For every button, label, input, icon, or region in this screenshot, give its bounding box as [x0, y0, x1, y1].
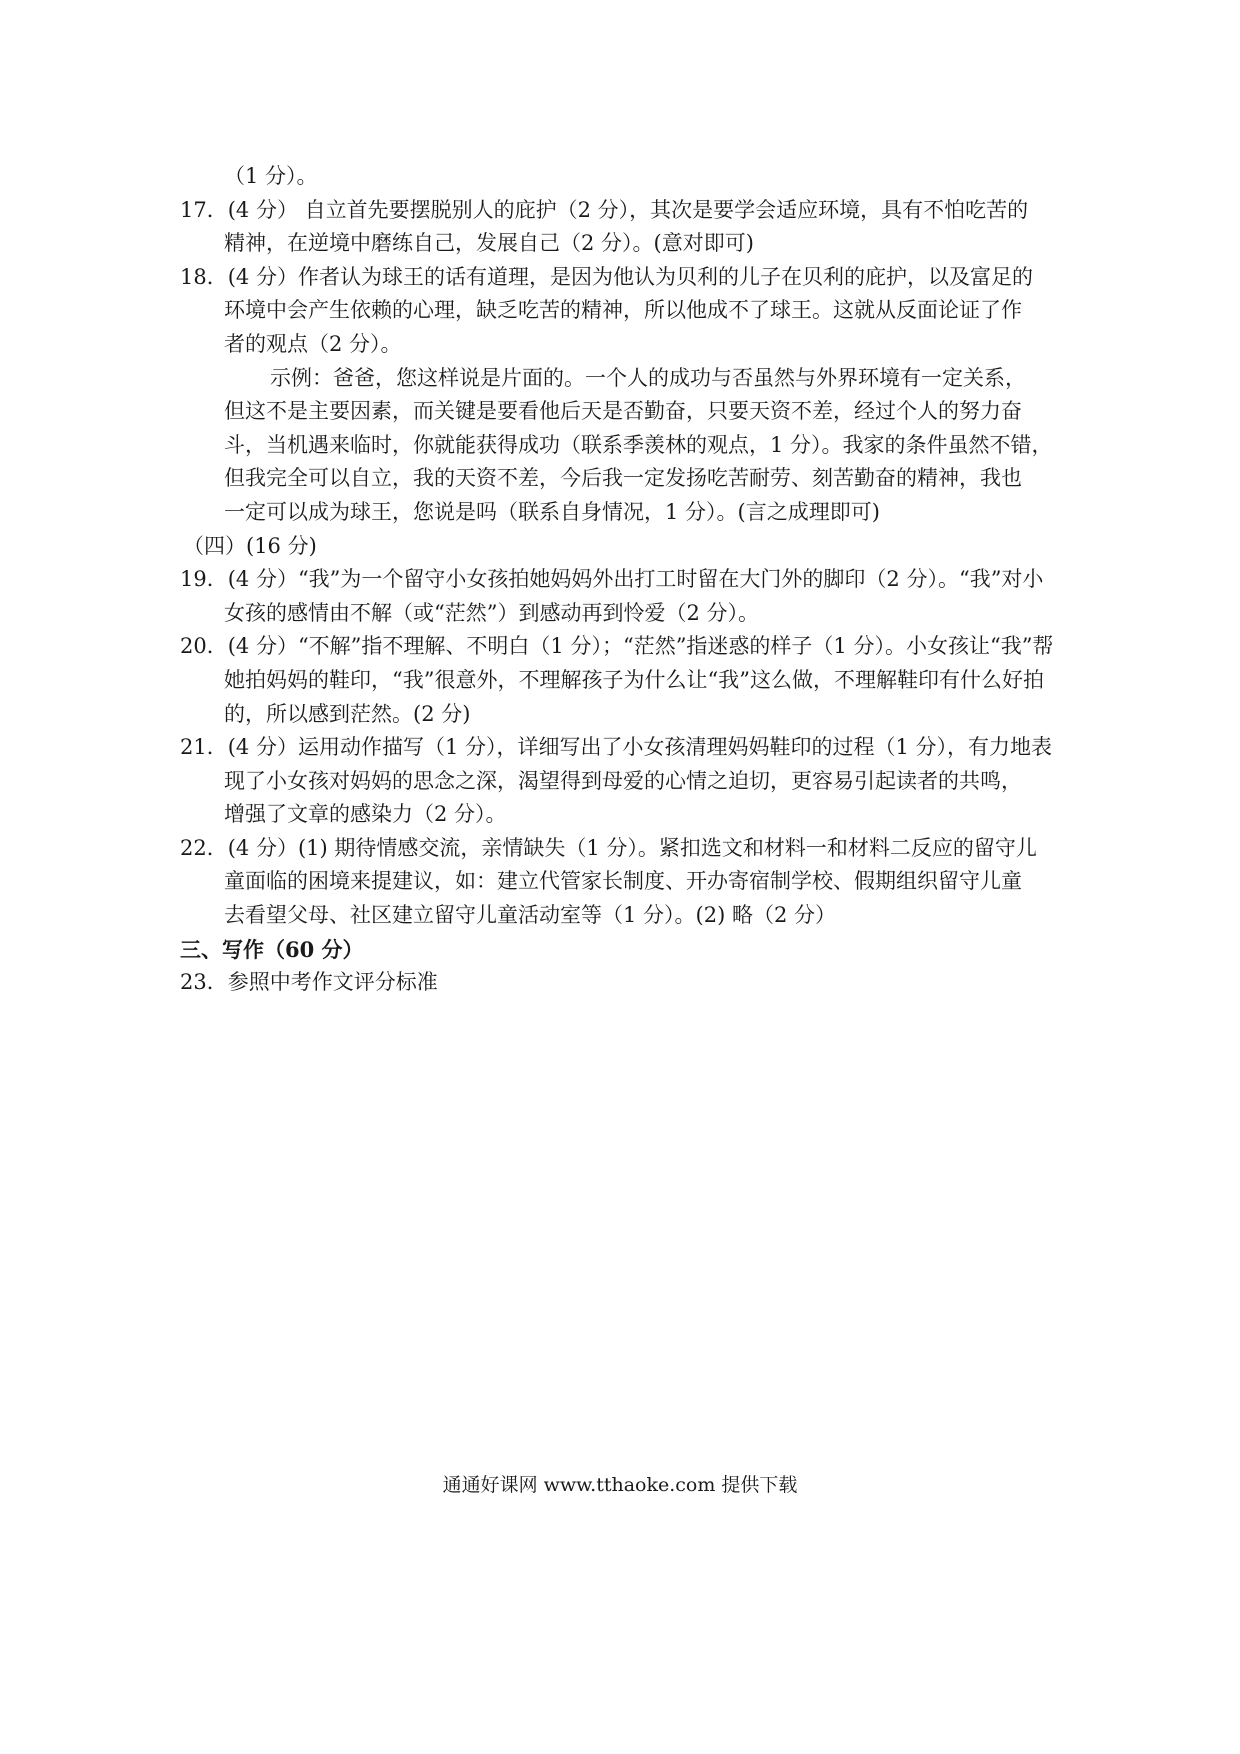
q22-line-2: 童面临的困境来提建议，如：建立代管家长制度、开办寄宿制学校、假期组织留守儿童 — [224, 869, 1022, 894]
q20-line-2: 她拍妈妈的鞋印，“我”很意外，不理解孩子为什么让“我”这么做，不理解鞋印有什么好拍 — [224, 667, 1044, 692]
q18-line-2: 环境中会产生依赖的心理，缺乏吃苦的精神，所以他成不了球王。这就从反面论证了作 — [224, 298, 1022, 323]
q18-example-line-1: 示例：爸爸，您这样说是片面的。一个人的成功与否虽然与外界环境有一定关系， — [270, 365, 1026, 390]
q20-line-3: 的，所以感到茫然。(2 分) — [224, 701, 471, 726]
q18-line-3: 者的观点（2 分）。 — [224, 331, 402, 356]
q18-example-line-4: 但我完全可以自立，我的天资不差，今后我一定发扬吃苦耐劳、刻苦勤奋的精神，我也 — [224, 466, 1022, 491]
section-4-heading: （四）(16 分) — [183, 533, 317, 558]
q18-example-line-3: 斗，当机遇来临时，你就能获得成功（联系季羡林的观点，1 分）。我家的条件虽然不错， — [224, 432, 1053, 457]
q18-example-line-5: 一定可以成为球王，您说是吗（联系自身情况，1 分）。(言之成理即可) — [224, 499, 880, 524]
q17-line-1: 17．(4 分） 自立首先要摆脱别人的庇护（2 分），其次是要学会适应环境，具有不怕吃苦的 — [180, 197, 1029, 222]
q21-line-2: 现了小女孩对妈妈的思念之深，渴望得到母爱的心情之迫切，更容易引起读者的共鸣， — [224, 768, 1022, 793]
section-3-writing-heading: 三、写作（60 分） — [180, 936, 364, 962]
q22-line-1: 22．(4 分）(1) 期待情感交流，亲情缺失（1 分）。紧扣选文和材料一和材料二反应的留守儿 — [180, 835, 1037, 860]
q17-line-2: 精神，在逆境中磨练自己，发展自己（2 分）。(意对即可) — [224, 231, 754, 256]
q18-example-line-2: 但这不是主要因素，而关键是要看他后天是否勤奋，只要天资不差，经过个人的努力奋 — [224, 399, 1022, 424]
q20-line-1: 20．(4 分）“不解”指不理解、不明白（1 分）；“茫然”指迷惑的样子（1 分）。小女孩让“我”帮 — [180, 634, 1054, 659]
q19-line-2: 女孩的感情由不解（或“茫然”）到感动再到怜爱（2 分）。 — [224, 600, 760, 625]
q18-line-1: 18．(4 分）作者认为球王的话有道理，是因为他认为贝利的儿子在贝利的庇护，以及富足的 — [180, 264, 1033, 289]
q23-line: 23．参照中考作文评分标准 — [180, 970, 438, 995]
q21-line-3: 增强了文章的感染力（2 分）。 — [224, 802, 507, 827]
q21-line-1: 21．(4 分）运用动作描写（1 分），详细写出了小女孩清理妈妈鞋印的过程（1 分），有力地表 — [180, 735, 1053, 760]
q16-tail: （1 分）。 — [224, 164, 318, 188]
answer-key-body — [180, 160, 1070, 1000]
q19-line-1: 19．(4 分）“我”为一个留守小女孩拍她妈妈外出打工时留在大门外的脚印（2 分）。“我”对小 — [180, 567, 1044, 592]
page-footer: 通通好课网 www.tthaoke.com 提供下载 — [442, 1474, 798, 1496]
q22-line-3: 去看望父母、社区建立留守儿童活动室等（1 分）。(2) 略（2 分） — [224, 903, 836, 928]
